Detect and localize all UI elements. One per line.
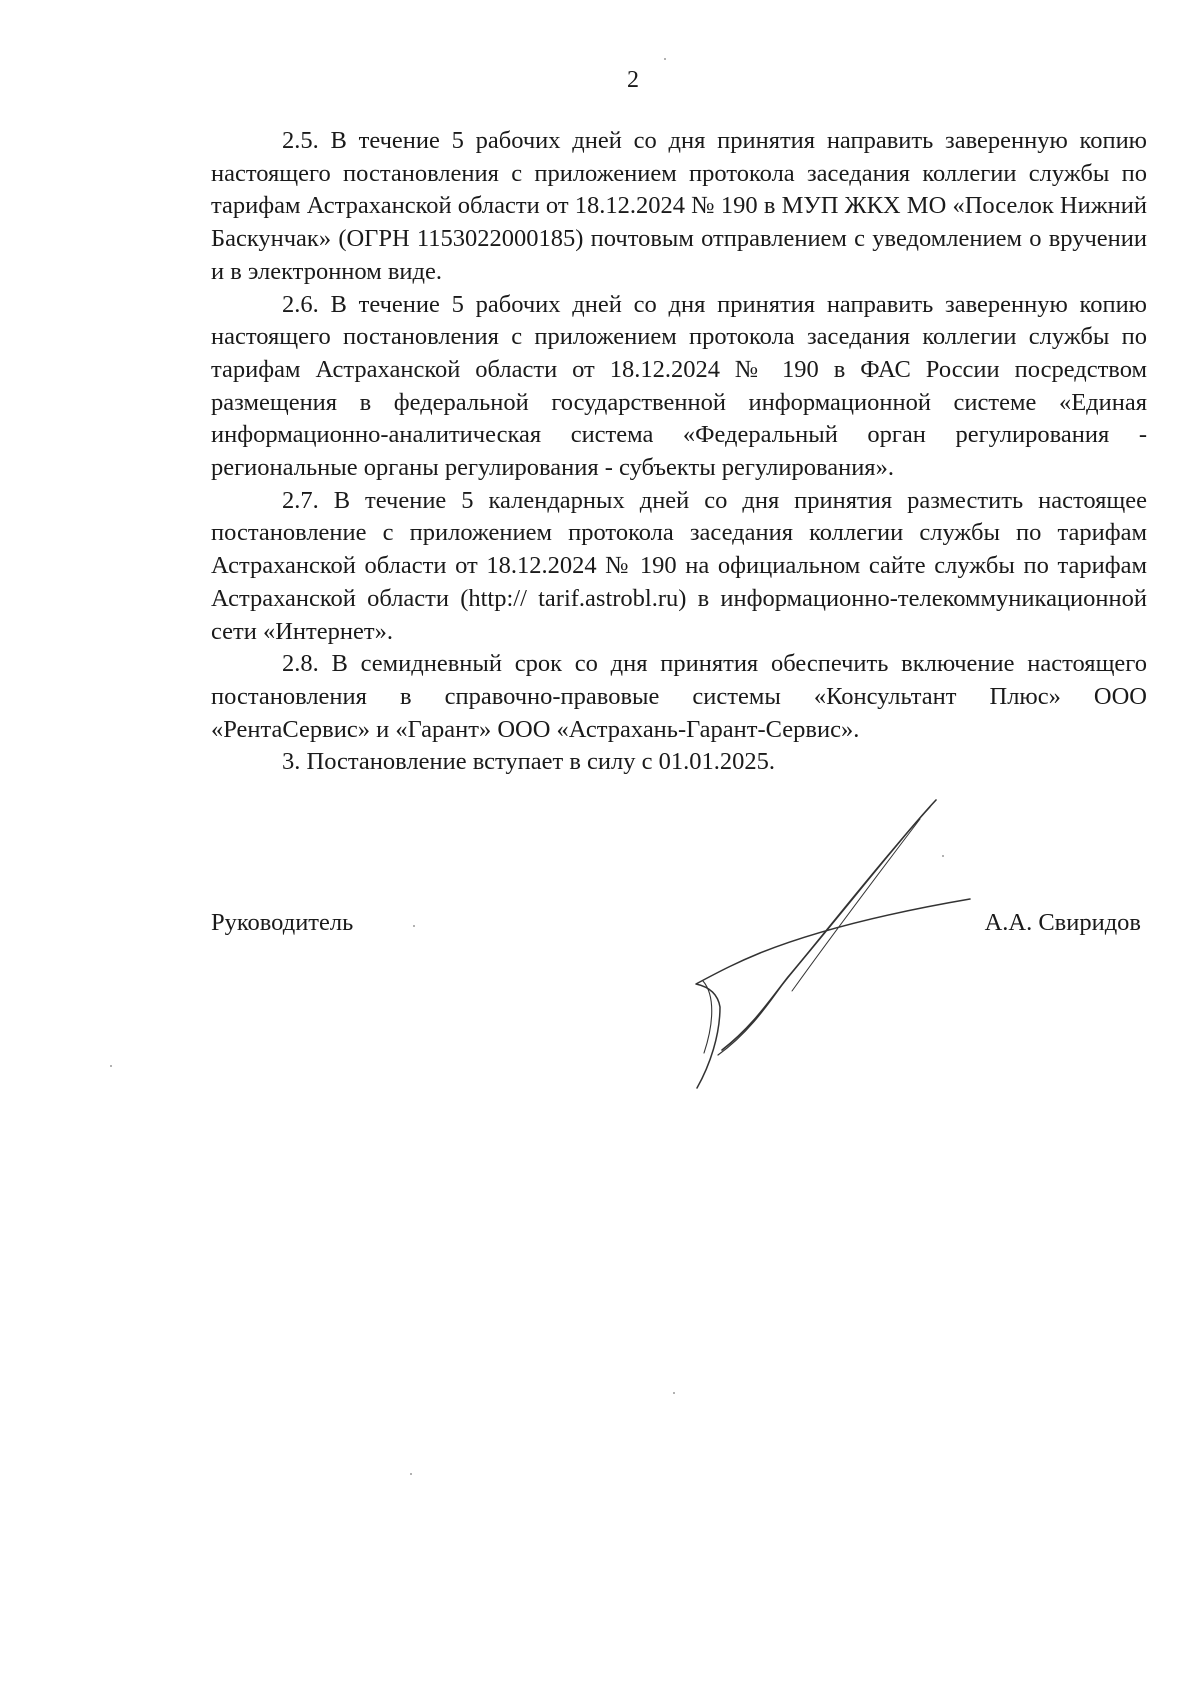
scan-speck	[664, 58, 666, 60]
paragraph-2-5: 2.5. В течение 5 рабочих дней со дня принятия направить заверенную копию настоящего постановления с приложением протокола заседания коллегии службы по тарифам Астраханской области от 18.12.2024 № 190 в МУП ЖКХ МО «Поселок Нижний Баскунчак» (ОГРН 1153022000185) почтовым отправлением с уведомлением о вручении и в электронном виде.	[211, 127, 1147, 285]
page-number: 2	[627, 67, 639, 93]
paragraph-2-6: 2.6. В течение 5 рабочих дней со дня принятия направить заверенную копию настоящего постановления с приложением протокола заседания коллегии службы по тарифам Астраханской области от 18.12.2024 № 190 в ФАС России посредством размещения в федеральной государственной информационной системе «Единая информационно-аналитическая система «Федеральный орган регулирования - региональные органы регулирования - субъекты регулирования».	[211, 290, 1147, 482]
scan-speck	[942, 855, 944, 857]
paragraph-2-7: 2.7. В течение 5 календарных дней со дня принятия разместить настоящее постановление с приложением протокола заседания коллегии службы по тарифам Астраханской области от 18.12.2024 № 190 на официальном сайте службы по тарифам Астраханской области (http:// tarif.astrobl.ru) в информационно-телекоммуникационной сети «Интернет».	[211, 486, 1147, 645]
scan-speck	[673, 1392, 675, 1394]
signer-title: Руководитель	[211, 909, 354, 936]
paragraph-2-8: 2.8. В семидневный срок со дня принятия обеспечить включение настоящего постановления в справочно-правовые системы «Консультант Плюс» ООО «РентаСервис» и «Гарант» ООО «Астрахань-Гарант-Сервис».	[211, 650, 1147, 743]
scan-speck	[413, 925, 415, 927]
document-body	[211, 125, 1147, 779]
handwritten-signature	[680, 795, 980, 1095]
scan-speck	[410, 1473, 412, 1475]
paragraph-3: 3. Постановление вступает в силу с 01.01.2025.	[282, 748, 776, 776]
signer-name: А.А. Свиридов	[984, 909, 1141, 936]
scan-speck	[110, 1065, 112, 1067]
